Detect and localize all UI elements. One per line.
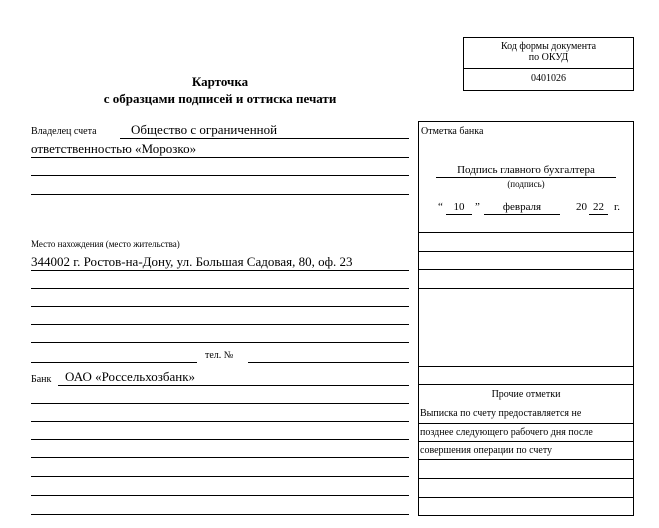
right-row-divider xyxy=(418,251,634,252)
location-label: Место нахождения (место жительства) xyxy=(31,239,180,249)
blank-line xyxy=(31,288,409,289)
date-month: февраля xyxy=(502,201,542,213)
blank-line xyxy=(31,342,409,343)
bank-underline xyxy=(58,385,409,386)
date-year-suffix: 22 xyxy=(593,201,604,213)
other-marks-line-3: совершения операции по счету xyxy=(420,445,553,456)
date-quote-open: “ xyxy=(438,201,443,213)
location-underline xyxy=(31,270,409,271)
right-row-divider xyxy=(418,423,634,424)
signature-caption: (подпись) xyxy=(507,179,545,189)
right-row-divider xyxy=(418,478,634,479)
owner-value-line1: Общество с ограниченной xyxy=(131,122,278,137)
blank-line xyxy=(31,514,409,515)
location-value: 344002 г. Ростов-на-Дону, ул. Большая Садовая, 80, оф. 23 xyxy=(31,254,353,269)
right-row-divider xyxy=(418,441,634,442)
other-marks-line-1: Выписка по счету предоставляется не xyxy=(420,408,582,419)
phone-prefix-line xyxy=(31,362,197,363)
right-row-divider xyxy=(418,366,634,367)
date-year-underline xyxy=(589,214,608,215)
other-marks-label: Прочие отметки xyxy=(491,389,561,400)
phone-label: тел. № xyxy=(205,350,234,361)
blank-line xyxy=(31,403,409,404)
right-row-divider xyxy=(418,269,634,270)
date-month-underline xyxy=(484,214,560,215)
right-row-divider xyxy=(418,288,634,289)
blank-line xyxy=(31,175,409,176)
date-day: 10 xyxy=(453,201,465,213)
owner-value-line2: ответственностью «Морозко» xyxy=(31,141,197,156)
date-year-prefix: 20 xyxy=(576,201,587,213)
bank-value: ОАО «Россельхозбанк» xyxy=(65,369,196,384)
bank-label: Банк xyxy=(31,374,52,385)
okud-divider xyxy=(464,68,633,69)
okud-code-label-2: по ОКУД xyxy=(528,52,569,63)
phone-number-line xyxy=(248,362,409,363)
okud-code-label-1: Код формы документа xyxy=(500,41,597,52)
form-title: Карточка xyxy=(191,74,249,89)
right-row-divider xyxy=(418,232,634,233)
owner-label: Владелец счета xyxy=(31,126,97,137)
date-quote-close: ” xyxy=(475,201,480,213)
signature-line xyxy=(436,177,616,178)
blank-line xyxy=(31,324,409,325)
right-row-divider xyxy=(418,497,634,498)
blank-line xyxy=(31,476,409,477)
blank-line xyxy=(31,457,409,458)
bank-mark-label: Отметка банка xyxy=(421,126,484,137)
date-day-underline xyxy=(446,214,472,215)
chief-accountant-signature-label: Подпись главного бухгалтера xyxy=(457,164,595,176)
blank-line xyxy=(31,306,409,307)
other-marks-line-2: позднее следующего рабочего дня после xyxy=(420,427,593,438)
blank-line xyxy=(31,194,409,195)
owner-underline-1 xyxy=(120,138,409,139)
okud-code-value: 0401026 xyxy=(531,73,566,84)
blank-line xyxy=(31,421,409,422)
blank-line xyxy=(31,439,409,440)
date-year-unit: г. xyxy=(614,201,621,213)
right-row-divider xyxy=(418,459,634,460)
blank-line xyxy=(31,495,409,496)
okud-code-box xyxy=(463,37,634,91)
right-row-divider xyxy=(418,384,634,385)
owner-underline-2 xyxy=(31,157,409,158)
form-subtitle: с образцами подписей и оттиска печати xyxy=(103,91,337,106)
